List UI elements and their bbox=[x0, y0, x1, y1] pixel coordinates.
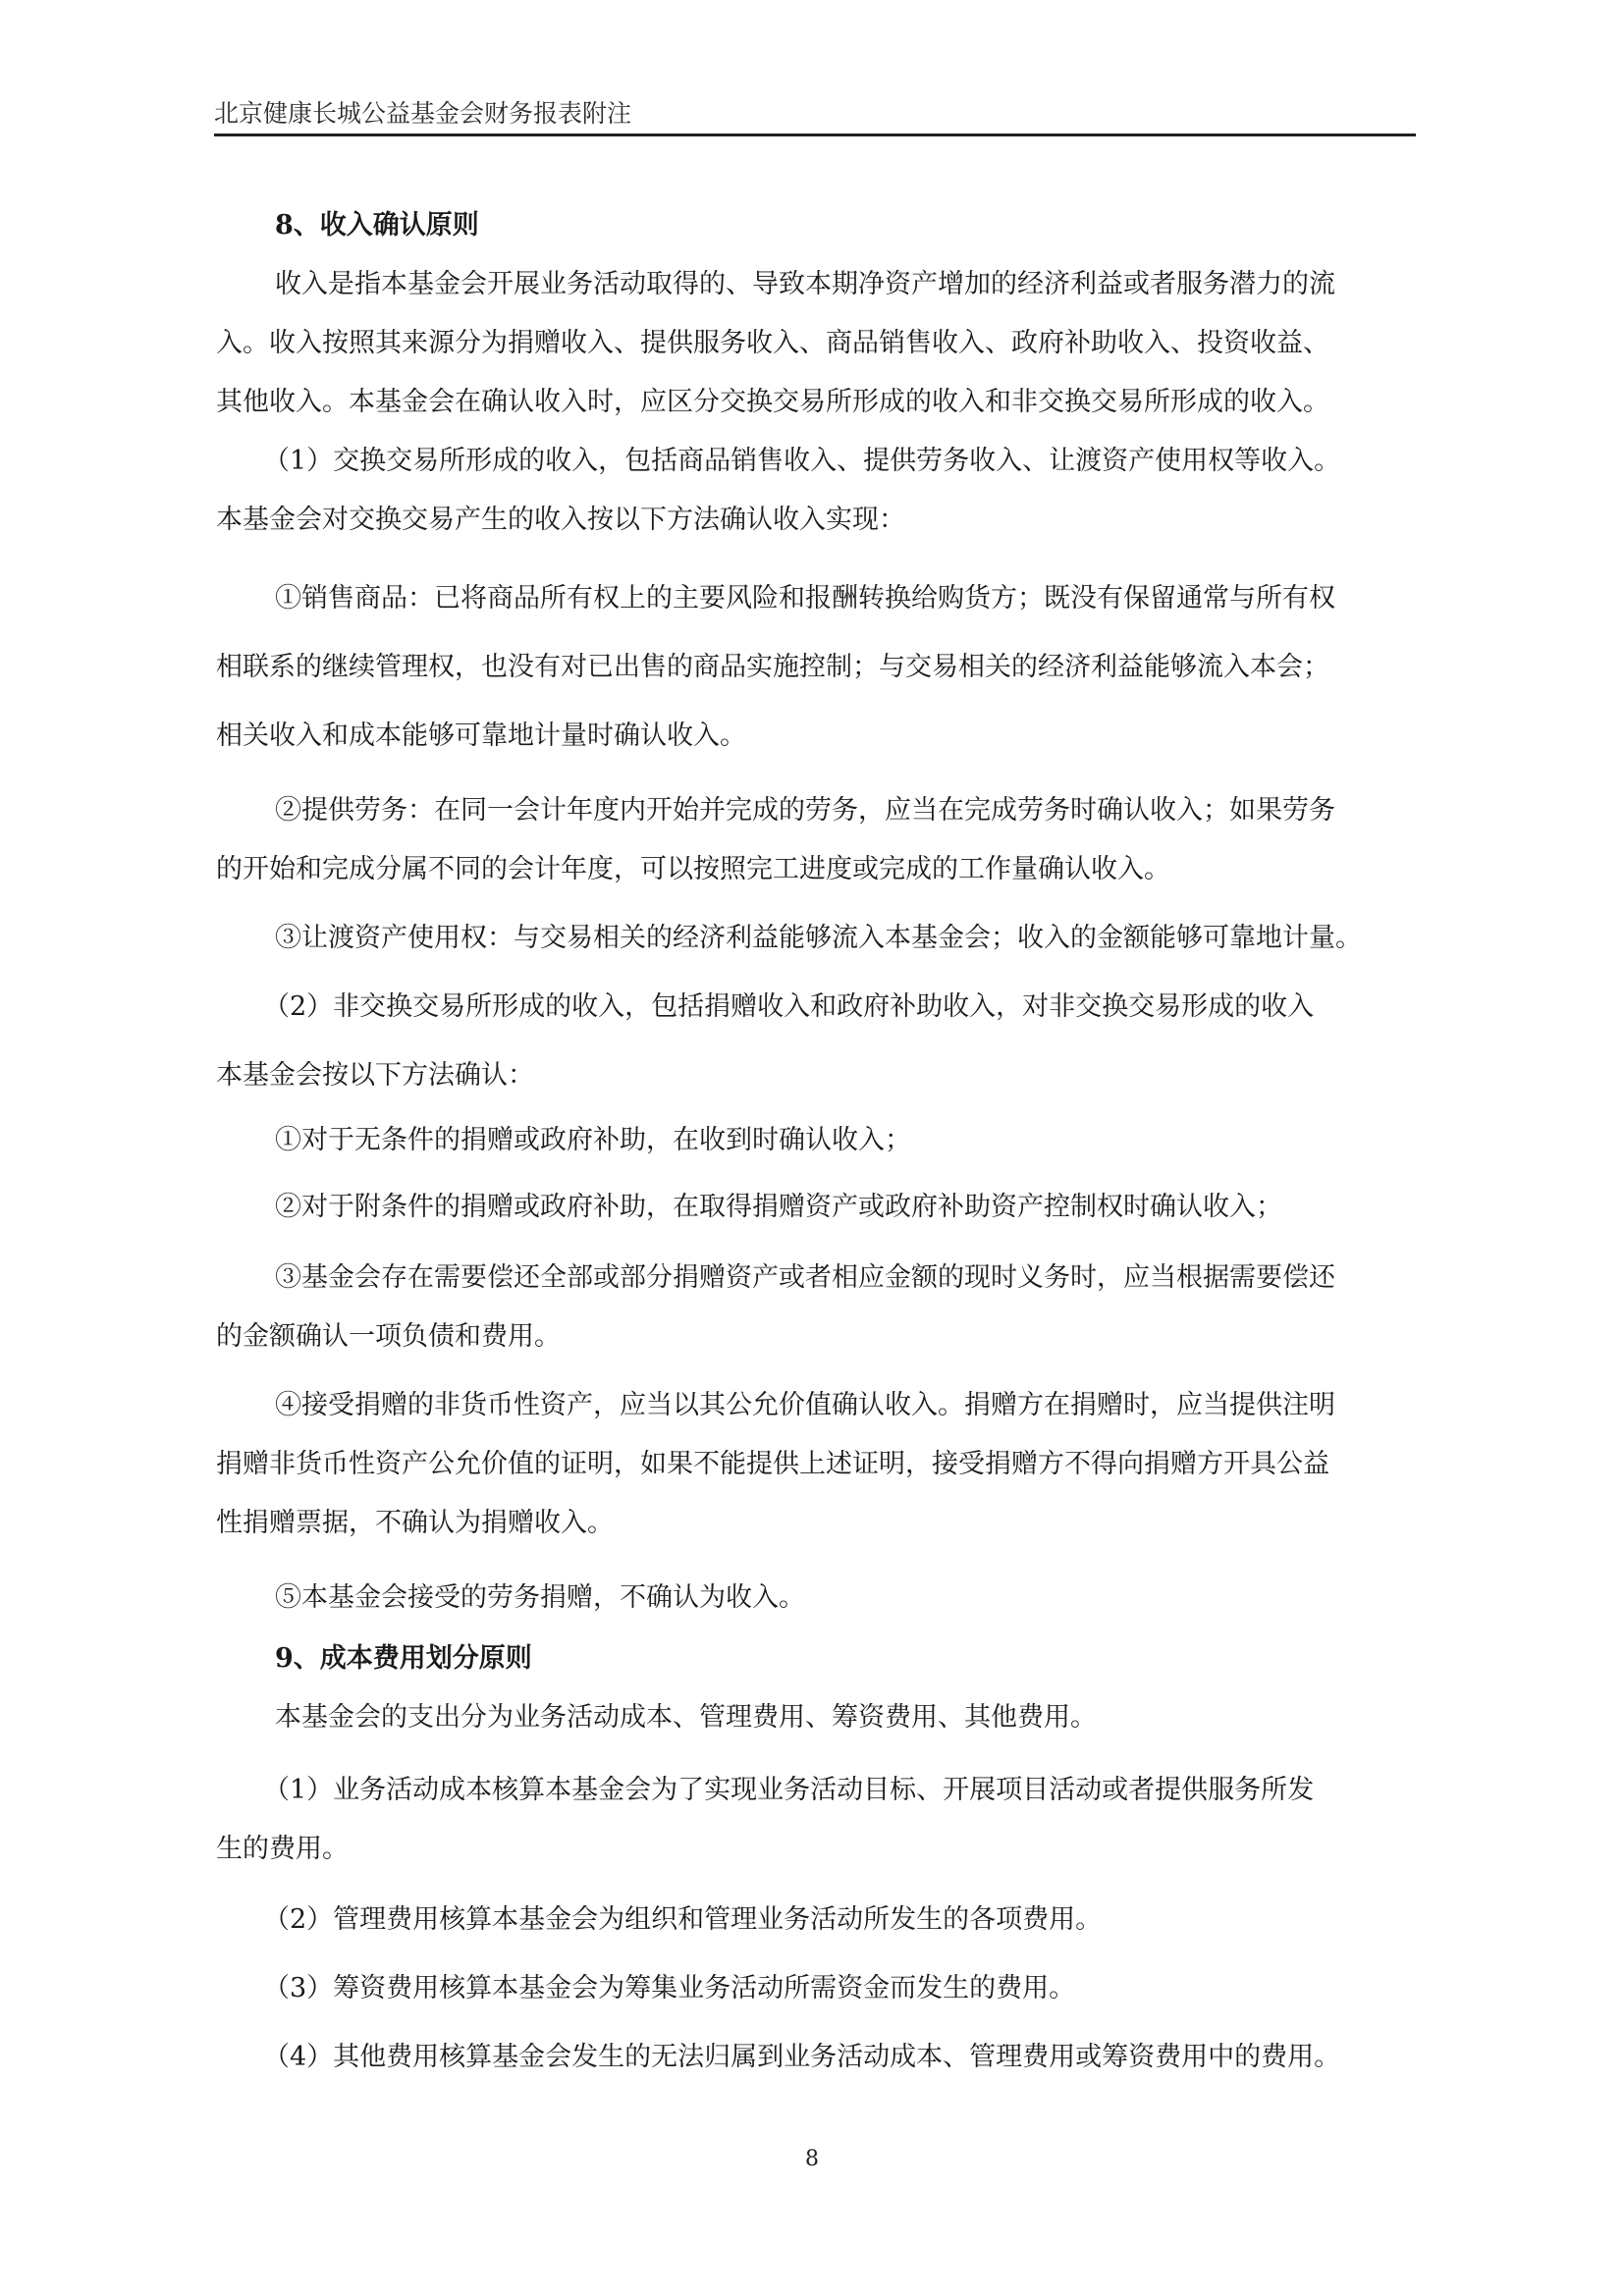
paragraph-line: 的金额确认一项负债和费用。 bbox=[216, 1321, 561, 1352]
paragraph-line: 相联系的继续管理权，也没有对已出售的商品实施控制；与交易相关的经济利益能够流入本会； bbox=[216, 652, 1329, 682]
paragraph-line: 本基金会按以下方法确认： bbox=[216, 1060, 534, 1091]
paragraph-line: （1）交换交易所形成的收入，包括商品销售收入、提供劳务收入、让渡资产使用权等收入。 bbox=[263, 446, 1341, 476]
paragraph-line: （2）非交换交易所形成的收入，包括捐赠收入和政府补助收入，对非交换交易形成的收入 bbox=[263, 991, 1315, 1022]
paragraph-line: 本基金会的支出分为业务活动成本、管理费用、筹资费用、其他费用。 bbox=[275, 1702, 1097, 1733]
paragraph-line: ②对于附条件的捐赠或政府补助，在取得捐赠资产或政府补助资产控制权时确认收入； bbox=[275, 1192, 1282, 1222]
paragraph-line: ①对于无条件的捐赠或政府补助，在收到时确认收入； bbox=[275, 1125, 911, 1155]
paragraph-line: （3）筹资费用核算本基金会为筹集业务活动所需资金而发生的费用。 bbox=[263, 1973, 1076, 2003]
paragraph-line: （1）业务活动成本核算本基金会为了实现业务活动目标、开展项目活动或者提供服务所发 bbox=[263, 1775, 1315, 1805]
section-9-heading: 9、成本费用划分原则 bbox=[275, 1643, 532, 1674]
paragraph-line: （2）管理费用核算本基金会为组织和管理业务活动所发生的各项费用。 bbox=[263, 1904, 1103, 1935]
paragraph-line: ③让渡资产使用权：与交易相关的经济利益能够流入本基金会；收入的金额能够可靠地计量。 bbox=[275, 923, 1362, 953]
page-number: 8 bbox=[805, 2147, 819, 2171]
header-divider bbox=[214, 133, 1416, 136]
paragraph-line: 捐赠非货币性资产公允价值的证明，如果不能提供上述证明，接受捐赠方不得向捐赠方开具公益 bbox=[216, 1449, 1329, 1479]
paragraph-line: ①销售商品：已将商品所有权上的主要风险和报酬转换给购货方；既没有保留通常与所有权 bbox=[275, 583, 1335, 614]
paragraph-line: 收入是指本基金会开展业务活动取得的、导致本期净资产增加的经济利益或者服务潜力的流 bbox=[275, 269, 1335, 299]
paragraph-line: （4）其他费用核算基金会发生的无法归属到业务活动成本、管理费用或筹资费用中的费用。 bbox=[263, 2042, 1341, 2072]
paragraph-line: ③基金会存在需要偿还全部或部分捐赠资产或者相应金额的现时义务时，应当根据需要偿还 bbox=[275, 1262, 1335, 1293]
paragraph-line: 相关收入和成本能够可靠地计量时确认收入。 bbox=[216, 721, 746, 751]
paragraph-line: 的开始和完成分属不同的会计年度，可以按照完工进度或完成的工作量确认收入。 bbox=[216, 854, 1170, 884]
section-8-heading: 8、收入确认原则 bbox=[275, 210, 479, 240]
paragraph-line: 其他收入。本基金会在确认收入时，应区分交换交易所形成的收入和非交换交易所形成的收入。 bbox=[216, 387, 1329, 417]
paragraph-line: 性捐赠票据，不确认为捐赠收入。 bbox=[216, 1508, 614, 1538]
paragraph-line: ④接受捐赠的非货币性资产，应当以其公允价值确认收入。捐赠方在捐赠时，应当提供注明 bbox=[275, 1390, 1335, 1420]
paragraph-line: 生的费用。 bbox=[216, 1834, 349, 1864]
paragraph-line: ⑤本基金会接受的劳务捐赠，不确认为收入。 bbox=[275, 1582, 805, 1613]
paragraph-line: ②提供劳务：在同一会计年度内开始并完成的劳务，应当在完成劳务时确认收入；如果劳务 bbox=[275, 795, 1335, 826]
paragraph-line: 入。收入按照其来源分为捐赠收入、提供服务收入、商品销售收入、政府补助收入、投资收益、 bbox=[216, 328, 1329, 358]
paragraph-line: 本基金会对交换交易产生的收入按以下方法确认收入实现： bbox=[216, 505, 905, 535]
page-header-title: 北京健康长城公益基金会财务报表附注 bbox=[214, 99, 632, 128]
